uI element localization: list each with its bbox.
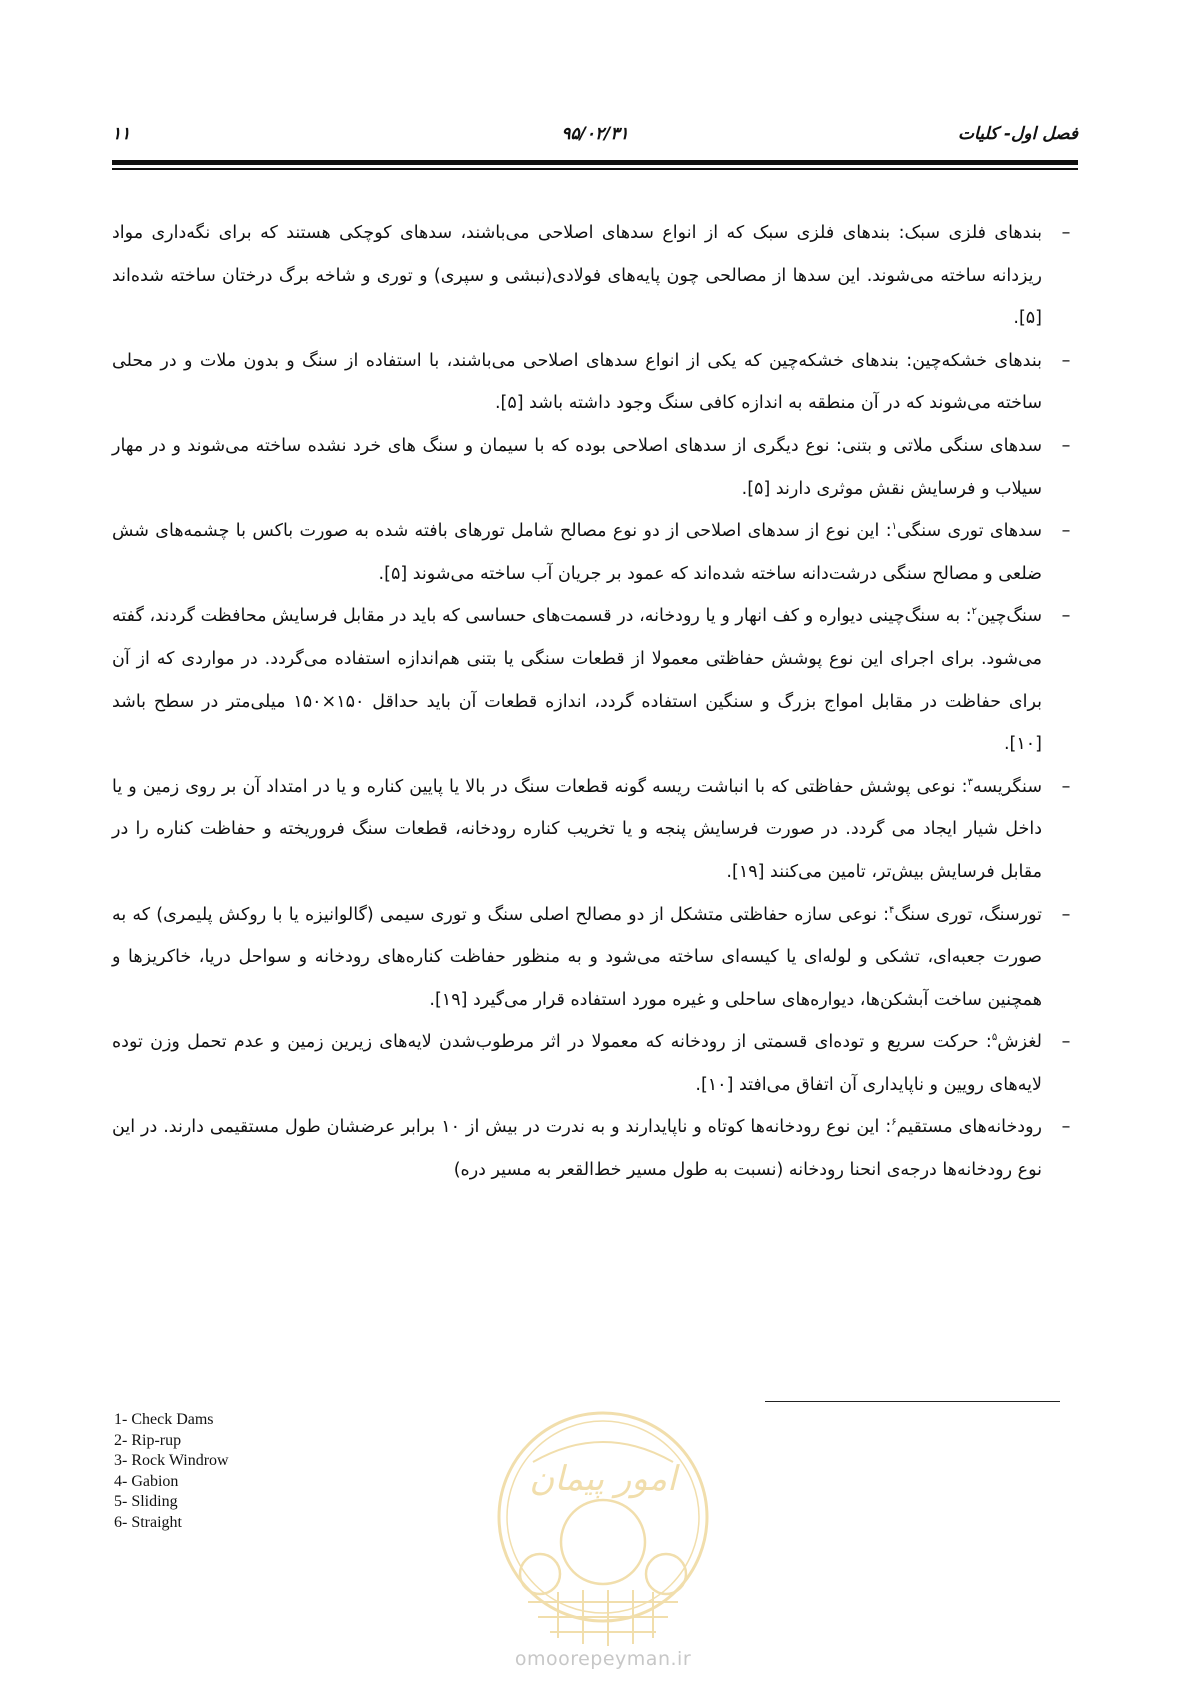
footnote-marker: ۴ (889, 904, 895, 916)
watermark-logo (488, 1402, 718, 1656)
footnote: 6- Straight (114, 1513, 182, 1531)
page-header (112, 124, 1078, 150)
list-item: – لغزش$^۵$: حرکت سریع و توده‌ای قسمتی از رودخانه که معمولا در اثر مرطوب‌شدن لایه‌های زیرین زمین و عدم تحمل وزن توده لایه‌های رویین و ناپایداری آن اتفاق می‌افتد [۱۰]. (112, 1032, 1071, 1095)
list-item: – رودخانه‌های مستقیم$^۶$: این نوع رودخانه‌ها کوتاه و ناپایدارند و به ندرت در بیش از ۱۰ برابر عرضشان طول مستقیمی دارند. در این نوع رودخانه‌ها درجه‌ی انحنا رودخانه (نسبت به طول مسیر خط‌القعر به مسیر دره) (112, 1117, 1071, 1181)
watermark-site: omoorepeyman.ir (514, 1648, 692, 1670)
footnote-marker: ۶ (891, 1117, 897, 1129)
footnote: 4- Gabion (114, 1472, 179, 1490)
footnote-marker: ۲ (971, 606, 977, 618)
list-item: – بندهای فلزی سبک: بندهای فلزی سبک که از انواع سدهای اصلاحی می‌باشند، سدهای کوچکی هستند که برای نگه‌داری مواد ریزدانه ساخته می‌شوند. این سدها از مصالحی چون پایه‌های فولادی(نبشی و سپری) و توری و شاخه برگ درختان ساخته شده‌اند [۵]. (112, 223, 1071, 329)
body-text (112, 212, 1078, 1192)
watermark-logo-text: امور پیمان (529, 1459, 677, 1499)
footnote: 2- Rip-rup (114, 1431, 182, 1449)
list-item: – تورسنگ، توری سنگ$^۴$: نوعی سازه حفاظتی متشکل از دو مصالح اصلی سنگ و توری سیمی (گالوانیزه یا با روکش پلیمری) که به صورت جعبه‌ای، تشکی و لوله‌ای یا کیسه‌ای ساخته می‌شود و به منظور حفاظت کناره‌های رودخانه و سواحل دریا، خاکریزها و همچنین ساخت آبشکن‌ها، دیواره‌های ساحلی و غیره مورد استفاده قرار می‌گیرد [۱۹]. (112, 904, 1071, 1010)
header-date: ۹۵/۰۲/۳۱ (561, 124, 629, 144)
list-item: – سنگ‌چین$^۲$: به سنگ‌چینی دیواره و کف انهار و یا رودخانه، در قسمت‌های حساسی که باید در مقابل فرسایش محافظت گردند، گفته می‌شود. برای اجرای این نوع پوشش حفاظتی معمولا از قطعات سنگی یا بتنی هم‌اندازه استفاده می‌گردد. در مواردی که از آن برای حفاظت در مقابل امواج بزرگ و سنگین استفاده گردد، اندازه قطعات آن باید حداقل ۱۵۰×۱۵۰ میلی‌متر در سطح باشد [۱۰]. (112, 606, 1071, 755)
footnote: 3- Rock Windrow (114, 1452, 229, 1469)
footnote-marker: ۱ (891, 521, 897, 533)
chapter-title: فصل اول- کلیات (958, 124, 1078, 144)
header-rule-thick (112, 160, 1078, 165)
footnotes (114, 1410, 374, 1533)
list-item: – سدهای توری سنگی$^۱$: این نوع از سدهای اصلاحی از دو نوع مصالح شامل تورهای بافته شده به صورت باکس با چشمه‌های شش ضلعی و مصالح سنگی درشت‌دانه ساخته شده‌اند که عمود بر جریان آب ساخته می‌شوند [۵]. (112, 521, 1071, 584)
list-item: – بندهای خشکه‌چین: بندهای خشکه‌چین که یکی از انواع سدهای اصلاحی می‌باشند، با استفاده از سنگ و بدون ملات و در محلی ساخته می‌شوند که در آن منطقه به اندازه کافی سنگ وجود داشته باشد [۵]. (112, 350, 1071, 414)
footnote: 5- Sliding (114, 1493, 178, 1510)
footnote-marker: ۵ (991, 1032, 998, 1044)
list-item: – سنگریسه$^۳$: نوعی پوشش حفاظتی که با انباشت ریسه گونه قطعات سنگ در بالا یا پایین کناره و یا در امتداد آن بر روی زمین و یا داخل شیار ایجاد می گردد. در صورت فرسایش پنجه و یا تخریب کناره رودخانه، قطعات سنگ فروریخته و حفاظت کناره را در مقابل فرسایش بیش‌تر، تامین می‌کنند [۱۹]. (112, 776, 1071, 882)
footnote: 1- Check Dams (114, 1411, 214, 1428)
list-item: – سدهای سنگی ملاتی و بتنی: نوع دیگری از سدهای اصلاحی بوده که با سیمان و سنگ های خرد نشده ساخته می‌شوند و در مهار سیلاب و فرسایش نقش موثری دارند [۵]. (112, 435, 1071, 499)
footnote-marker: ۳ (967, 776, 973, 788)
footnote-rule (765, 1401, 1060, 1402)
header-rule-thin (112, 168, 1078, 170)
page-number: ۱۱ (112, 124, 131, 144)
